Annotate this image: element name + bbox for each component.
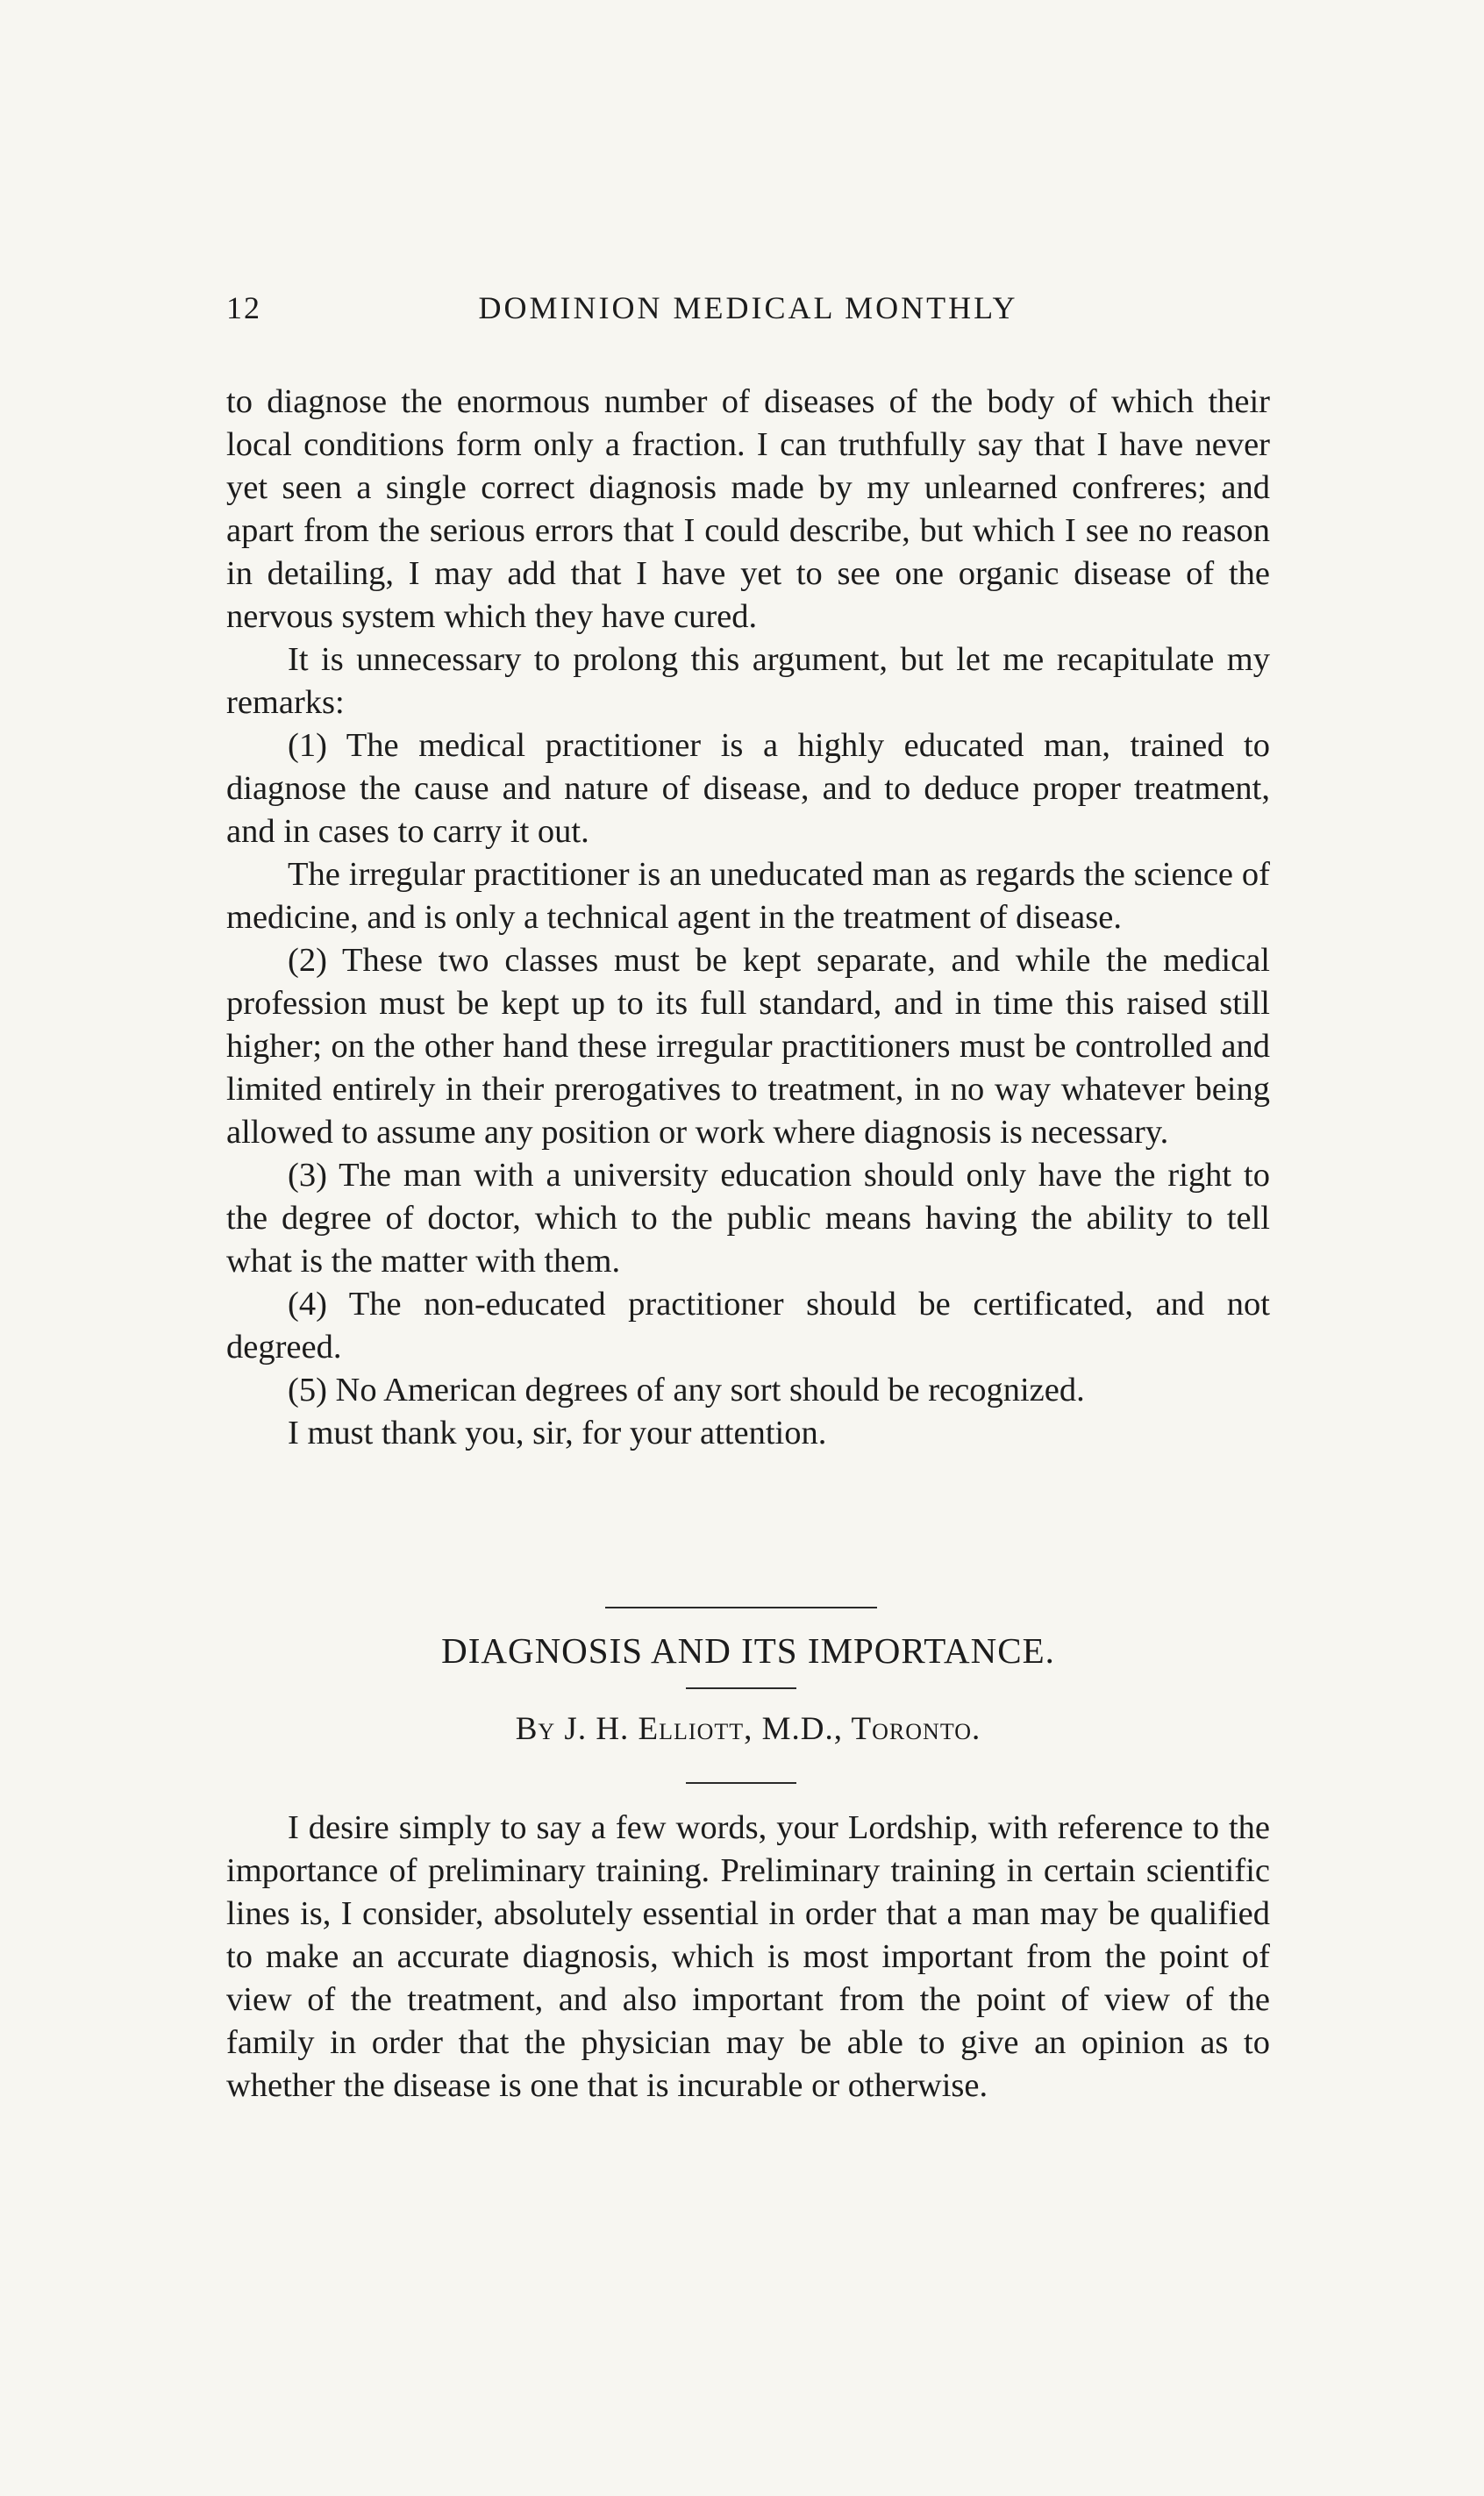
numbered-point-5: (5) No American degrees of any sort should be recognized. (288, 1372, 1085, 1408)
numbered-point-3: (3) The man with a university education should only have the right to the degree of doctor, which to the public means having the ability to tell what is the matter with them. (226, 1157, 1270, 1280)
paragraph: It is unnecessary to prolong this argument, but let me recapitulate my remarks: (226, 641, 1270, 721)
title-underline (686, 1687, 796, 1689)
paragraph: to diagnose the enormous number of diseases of the body of which their local conditions form only a fraction. I can truthfully say that I have never yet seen a single correct diagnosis made by my unlearned confreres; and apart from the serious errors that I could describe, but which I see no reason in detailing, I may add that I have yet to see one organic disease of the nervous system which they have cured. (226, 383, 1270, 635)
journal-title: DOMINION MEDICAL MONTHLY (478, 290, 1018, 325)
numbered-point-2: (2) These two classes must be kept separate, and while the medical profession must be kept up to its full standard, and in time this raised still higher; on the other hand these irregular practitioners must be controlled and limited entirely in their prerogatives to treatment, in no way whatever being allowed to assume any position or work where diagnosis is necessary. (226, 942, 1270, 1151)
article-title: DIAGNOSIS AND ITS IMPORTANCE. (441, 1630, 1055, 1671)
article-body (226, 1807, 1270, 2107)
numbered-point-4: (4) The non-educated practitioner should be certificated, and not degreed. (226, 1286, 1270, 1366)
running-head (226, 289, 1270, 333)
paragraph: I desire simply to say a few words, your Lordship, with reference to the importance of preliminary training. Preliminary training in certain scientific lines is, I consider, absolutely essential in order that a man may be qualified to make an accurate diagnosis, which is most important from the point of view of the treatment, and also important from the point of view of the family in order that the physician may be able to give an opinion as to whether the disease is one that is incurable or otherwise. (226, 1809, 1270, 2104)
page-number: 12 (226, 290, 261, 325)
article-byline: By J. H. Elliott, M.D., Toronto. (515, 1711, 981, 1747)
numbered-point-1: (1) The medical practitioner is a highly educated man, trained to diagnose the cause and nature of disease, and to deduce proper treatment, and in cases to carry it out. (226, 727, 1270, 850)
byline-underline (686, 1782, 796, 1784)
previous-article-conclusion (226, 381, 1270, 1455)
section-divider (605, 1607, 877, 1608)
closing-remark: I must thank you, sir, for your attention. (288, 1415, 827, 1451)
paragraph: The irregular practitioner is an uneducated man as regards the science of medicine, and is only a technical agent in the treatment of disease. (226, 856, 1270, 936)
